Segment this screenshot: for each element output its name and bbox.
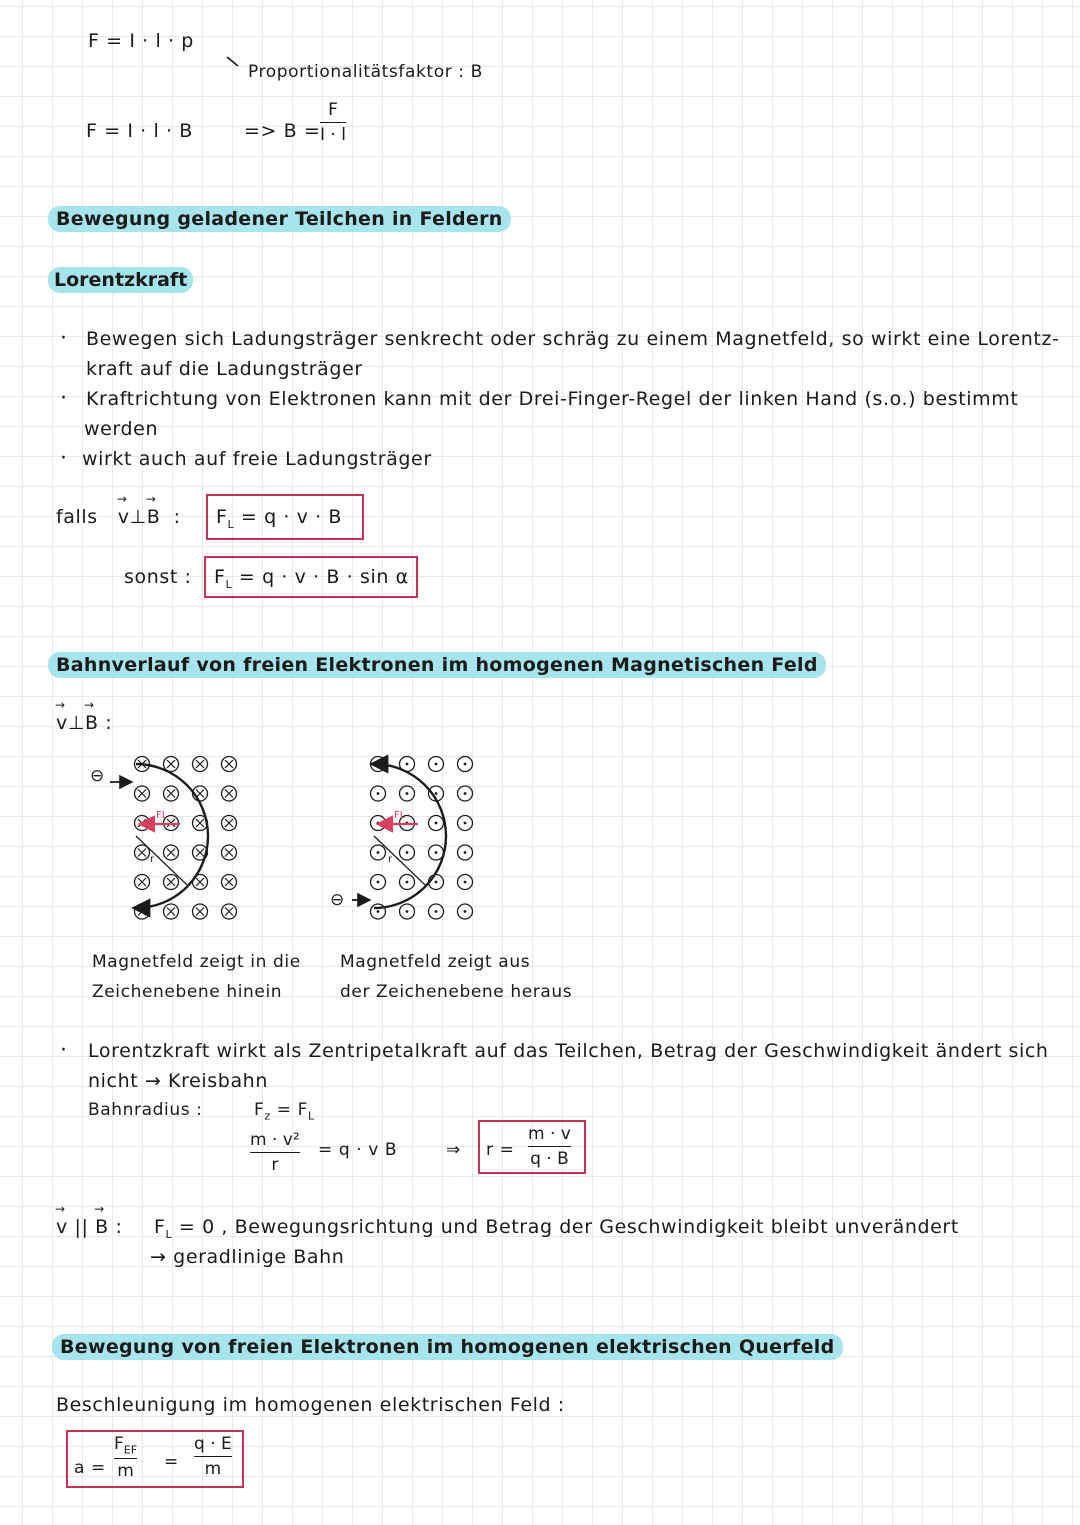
field-into-plane-symbol — [135, 786, 150, 801]
field-into-plane-symbol — [164, 786, 179, 801]
fraction-mv-over-qb: m · v q · B — [528, 1124, 571, 1169]
field-out-of-plane-symbol — [458, 904, 473, 919]
fraction-qe-over-m: q · E m — [194, 1434, 232, 1479]
formula-f-ilp: F = I · l · p — [88, 30, 194, 52]
field-into-plane-symbol — [222, 816, 237, 831]
bullet-dot: · — [60, 446, 67, 471]
numerator: F — [328, 100, 338, 120]
case-perpendicular: → v⊥→ B : — [56, 712, 112, 734]
proportionality-label: Proportionalitätsfaktor : B — [248, 62, 483, 82]
fraction-fef-over-m: $F_{EF}$ m — [114, 1434, 138, 1482]
caption-right: Magnetfeld zeigt aus — [340, 952, 531, 972]
bullet-dot: · — [60, 386, 67, 411]
field-out-of-plane-symbol — [400, 786, 415, 801]
field-into-plane-symbol — [222, 757, 237, 772]
field-out-of-plane-symbol — [458, 845, 473, 860]
bullet-text: werden — [84, 418, 159, 440]
radius-label: r — [388, 854, 393, 865]
caption-right: der Zeichenebene heraus — [340, 982, 573, 1002]
field-out-of-plane-symbol — [458, 786, 473, 801]
caption-left: Magnetfeld zeigt in die — [92, 952, 301, 972]
case-parallel: → v || → B : — [56, 1216, 122, 1238]
fz-equals-fl: $F_z = F_L$ — [254, 1100, 315, 1123]
force-label: FL — [156, 810, 168, 821]
field-into-plane-symbol — [135, 875, 150, 890]
field-out-of-plane-symbol — [458, 875, 473, 890]
section-heading-motion: Bewegung geladener Teilchen in Feldern — [48, 206, 511, 232]
caption-left: Zeichenebene hinein — [92, 982, 283, 1002]
denominator: I · l — [320, 125, 346, 145]
bahnradius-label: Bahnradius : — [88, 1100, 203, 1120]
bullet-text: kraft auf die Ladungsträger — [86, 358, 363, 380]
bullet-text: nicht → Kreisbahn — [88, 1070, 268, 1092]
force-label: FL — [394, 810, 406, 821]
field-into-plane-symbol — [222, 845, 237, 860]
field-into-plane-symbol — [164, 845, 179, 860]
qvb-term: = q · v B — [318, 1140, 398, 1160]
field-out-of-plane-symbol — [429, 816, 444, 831]
field-into-plane-symbol — [222, 786, 237, 801]
subheading-lorentz: Lorentzkraft — [48, 267, 193, 293]
sonst-label: sonst : — [124, 566, 192, 588]
bullet-text: Kraftrichtung von Elektronen kann mit der Drei-Finger-Regel der linken Hand (s.o.) bestimmt — [86, 388, 1019, 410]
lorentz-formula: $F_L = q \cdot v \cdot B$ — [216, 506, 343, 531]
bullet-text: wirkt auch auf freie Ladungsträger — [82, 448, 432, 470]
field-out-of-plane-symbol — [458, 757, 473, 772]
field-into-plane-symbol — [164, 875, 179, 890]
bullet-dot: · — [60, 1038, 67, 1063]
field-out-of-plane-symbol — [458, 816, 473, 831]
field-out-of-plane-symbol — [400, 845, 415, 860]
formula-f-ilb: F = I · l · B — [86, 120, 193, 142]
fraction-f-over-il — [320, 100, 346, 145]
falls-condition: falls → v⊥→ B : — [56, 506, 181, 528]
section-heading-trajectory: Bahnverlauf von freien Elektronen im homogenen Magnetischen Feld — [48, 652, 826, 678]
bullet-text: Bewegen sich Ladungsträger senkrecht oder schräg zu einem Magnetfeld, so wirkt eine Lorentz- — [86, 328, 1060, 350]
parallel-description-line2: → geradlinige Bahn — [150, 1246, 345, 1268]
field-out-of-plane-symbol — [400, 904, 415, 919]
field-into-plane-symbol — [222, 875, 237, 890]
parallel-description: $F_L = 0$ , Bewegungsrichtung und Betrag der Geschwindigkeit bleibt unverändert — [154, 1216, 959, 1241]
field-out-of-plane-symbol — [371, 904, 386, 919]
lorentz-formula-sin: $F_L = q \cdot v \cdot B \cdot \sin \alpha$ — [214, 566, 409, 591]
field-into-plane-symbol — [193, 757, 208, 772]
bullet-dot: · — [60, 326, 67, 351]
implies-b: => B = — [244, 120, 321, 142]
field-out-of-plane-symbol — [429, 904, 444, 919]
radius-label: r — [150, 854, 155, 865]
field-out-of-plane-symbol — [429, 757, 444, 772]
r-equals: r = — [486, 1140, 515, 1160]
diagram-field-out-of-plane — [326, 748, 516, 938]
field-into-plane-symbol — [222, 904, 237, 919]
field-out-of-plane-symbol — [429, 845, 444, 860]
section-heading-electric: Bewegung von freien Elektronen im homogenen elektrischen Querfeld — [52, 1334, 843, 1360]
pointer-stroke — [224, 54, 244, 74]
field-out-of-plane-symbol — [371, 845, 386, 860]
acceleration-label: Beschleunigung im homogenen elektrischen Feld : — [56, 1394, 565, 1416]
field-out-of-plane-symbol — [371, 875, 386, 890]
a-equals: a = — [74, 1458, 106, 1478]
equals-sign: = — [164, 1452, 179, 1472]
field-into-plane-symbol — [164, 904, 179, 919]
electron-left: ⊖ — [90, 766, 105, 786]
bullet-text: Lorentzkraft wirkt als Zentripetalkraft auf das Teilchen, Betrag der Geschwindigkeit ändert sich — [88, 1040, 1049, 1062]
implies-arrow: ⇒ — [446, 1140, 461, 1160]
field-out-of-plane-symbol — [371, 786, 386, 801]
field-into-plane-symbol — [193, 904, 208, 919]
field-out-of-plane-symbol — [400, 875, 415, 890]
diagram-field-into-plane — [84, 748, 264, 938]
fraction-mv2-over-r: m · v² r — [250, 1130, 300, 1175]
electron-right: ⊖ — [330, 890, 345, 910]
